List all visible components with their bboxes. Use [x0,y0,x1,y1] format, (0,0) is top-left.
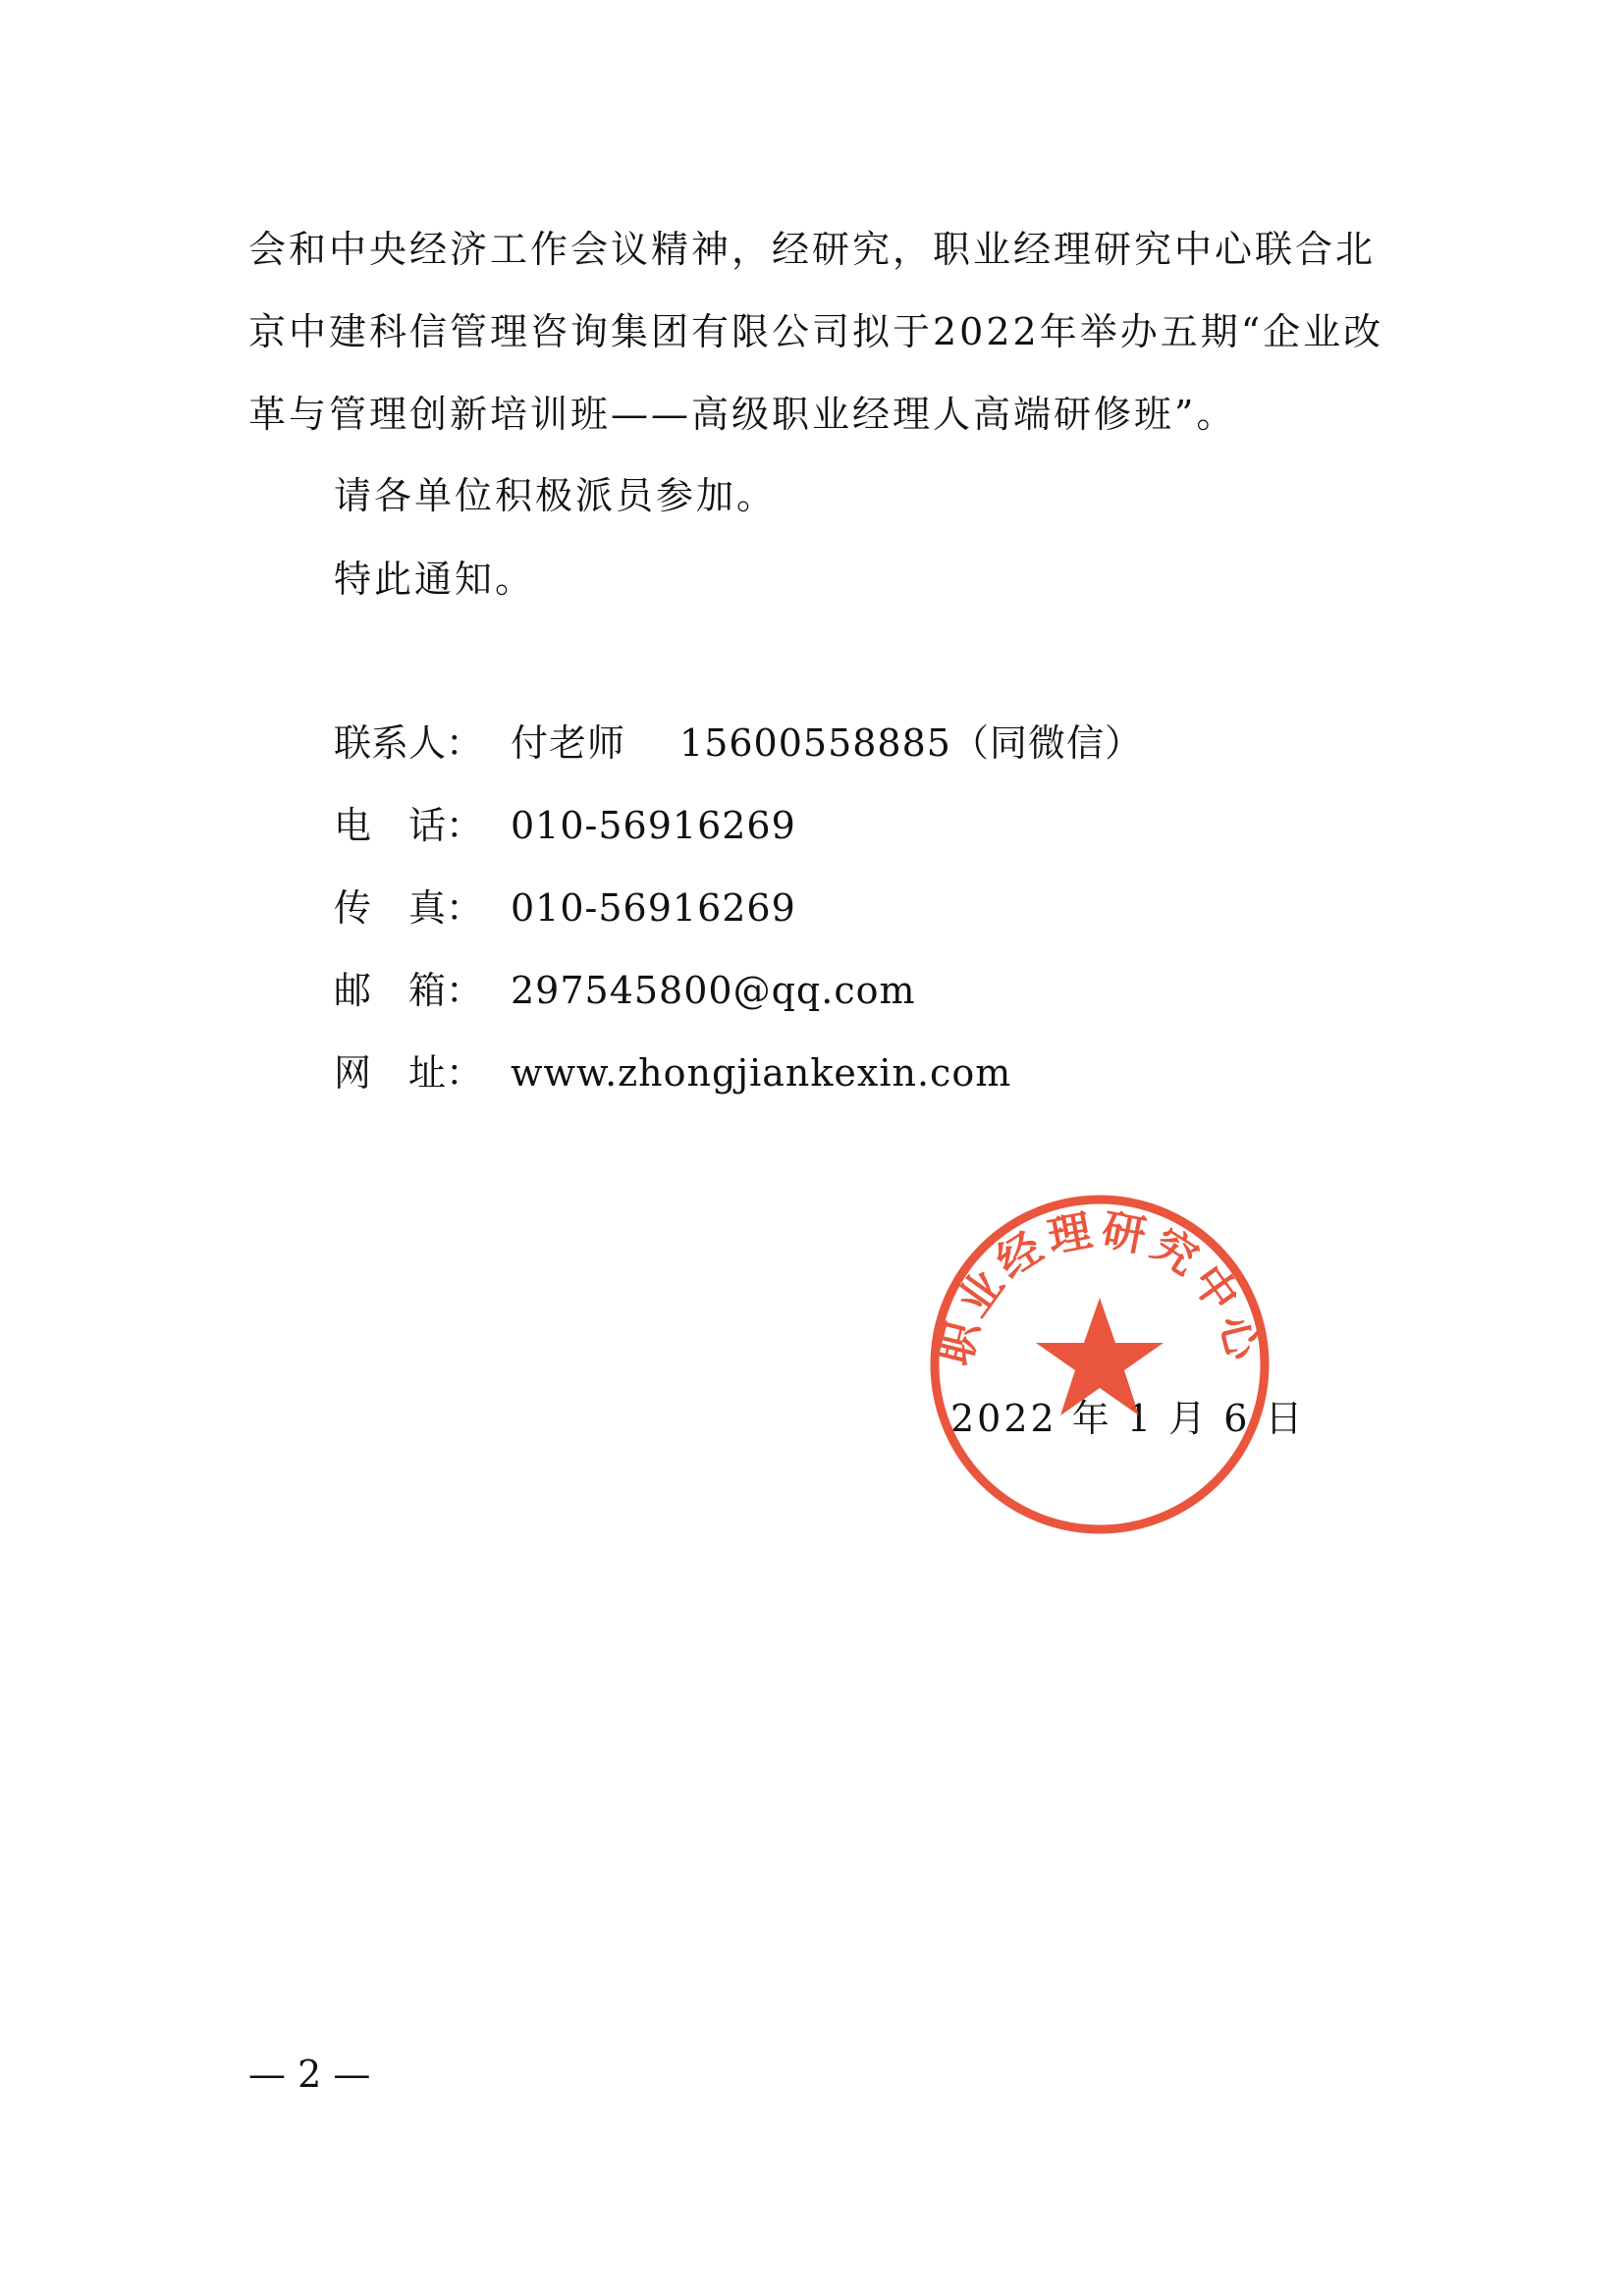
contact-person-phone: 15600558885（同微信） [679,721,1143,765]
contact-website-label: 网 址： [334,1051,484,1095]
closing-text: 特此通知。 [334,558,536,601]
contact-email-label: 邮 箱： [334,969,484,1012]
request-text: 请各单位积极派员参加。 [334,474,778,517]
contact-website-value: www.zhongjiankexin.com [511,1051,1012,1095]
contact-email-row [334,966,916,1015]
seal-text: 职业经理研究中心 [930,1204,1270,1370]
contact-fax-row [334,883,796,933]
body-paragraph: 会和中央经济工作会议精神，经研究，职业经理研究中心联合北京中建科信管理咨询集团有限公司拟于2022年举办五期“企业改革与管理创新培训班——高级职业经理人高端研修班”。 [248,228,1384,436]
contact-person-name: 付老师 [511,721,626,765]
contact-phone-row [334,801,796,850]
official-seal [923,1188,1276,1541]
contact-website-row [334,1048,1011,1097]
seal-star-icon [1036,1298,1164,1415]
signature-date: 2022 年 1 月 6 日 [950,1397,1306,1440]
contact-fax-label: 传 真： [334,886,484,930]
contact-phone-value: 010-56916269 [511,804,796,847]
contact-email-value: 297545800@qq.com [511,969,916,1012]
contact-fax-value: 010-56916269 [511,886,796,930]
page-number: — 2 — [248,2053,371,2096]
contact-person-label: 联系人： [334,721,484,765]
contact-phone-label: 电 话： [334,804,484,847]
contact-person-row [334,719,1143,768]
